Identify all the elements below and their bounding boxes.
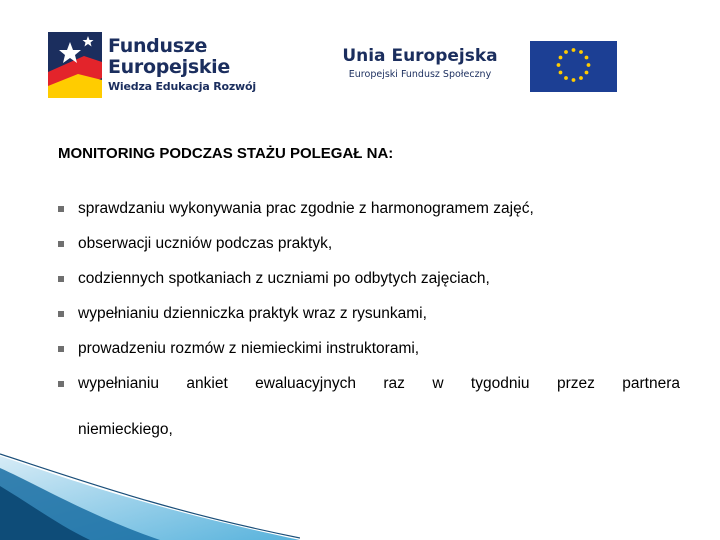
list-item-continuation: niemieckiego,: [78, 421, 173, 438]
monitoring-list: [56, 198, 680, 395]
fe-title: [108, 36, 230, 78]
list-item-text: codziennych spotkaniach z uczniami po odbytych zajęciach,: [78, 270, 490, 287]
fe-subtitle: Wiedza Edukacja Rozwój: [108, 80, 256, 93]
ue-subtitle: Europejski Fundusz Społeczny: [348, 69, 492, 80]
list-item-text: prowadzeniu rozmów z niemieckimi instruktorami,: [78, 340, 420, 357]
bullet-icon: [58, 381, 64, 387]
fundusze-europejskie-logo: [40, 16, 310, 114]
ue-title: Unia Europejska: [342, 46, 498, 66]
list-item-text: obserwacji uczniów podczas praktyk,: [78, 235, 333, 252]
bullet-icon: [58, 346, 64, 352]
fe-title-line2: Europejskie: [108, 56, 230, 78]
list-item: [56, 303, 680, 325]
bullet-icon: [58, 241, 64, 247]
fe-title-line1: Fundusze: [108, 35, 208, 57]
decorative-wave: [0, 446, 300, 540]
list-item: [56, 268, 680, 290]
eu-flag-icon: [530, 41, 617, 92]
list-item-text: wypełnianiu dzienniczka praktyk wraz z rysunkami,: [78, 305, 427, 322]
bullet-icon: [58, 206, 64, 212]
page-title: MONITORING PODCZAS STAŻU POLEGAŁ NA:: [58, 145, 394, 162]
bullet-icon: [58, 276, 64, 282]
list-item: [56, 198, 680, 220]
bullet-icon: [58, 311, 64, 317]
list-item: [56, 338, 680, 360]
list-item: [56, 233, 680, 255]
logo-bar: [40, 16, 620, 114]
fe-star-icon: [48, 32, 102, 98]
list-item: [56, 373, 680, 395]
unia-europejska-text: [320, 46, 520, 80]
list-item-text: wypełnianiu ankiet ewaluacyjnych raz w tygodniu przez partnera: [78, 375, 680, 392]
list-item-text: sprawdzaniu wykonywania prac zgodnie z harmonogramem zajęć,: [78, 200, 534, 217]
